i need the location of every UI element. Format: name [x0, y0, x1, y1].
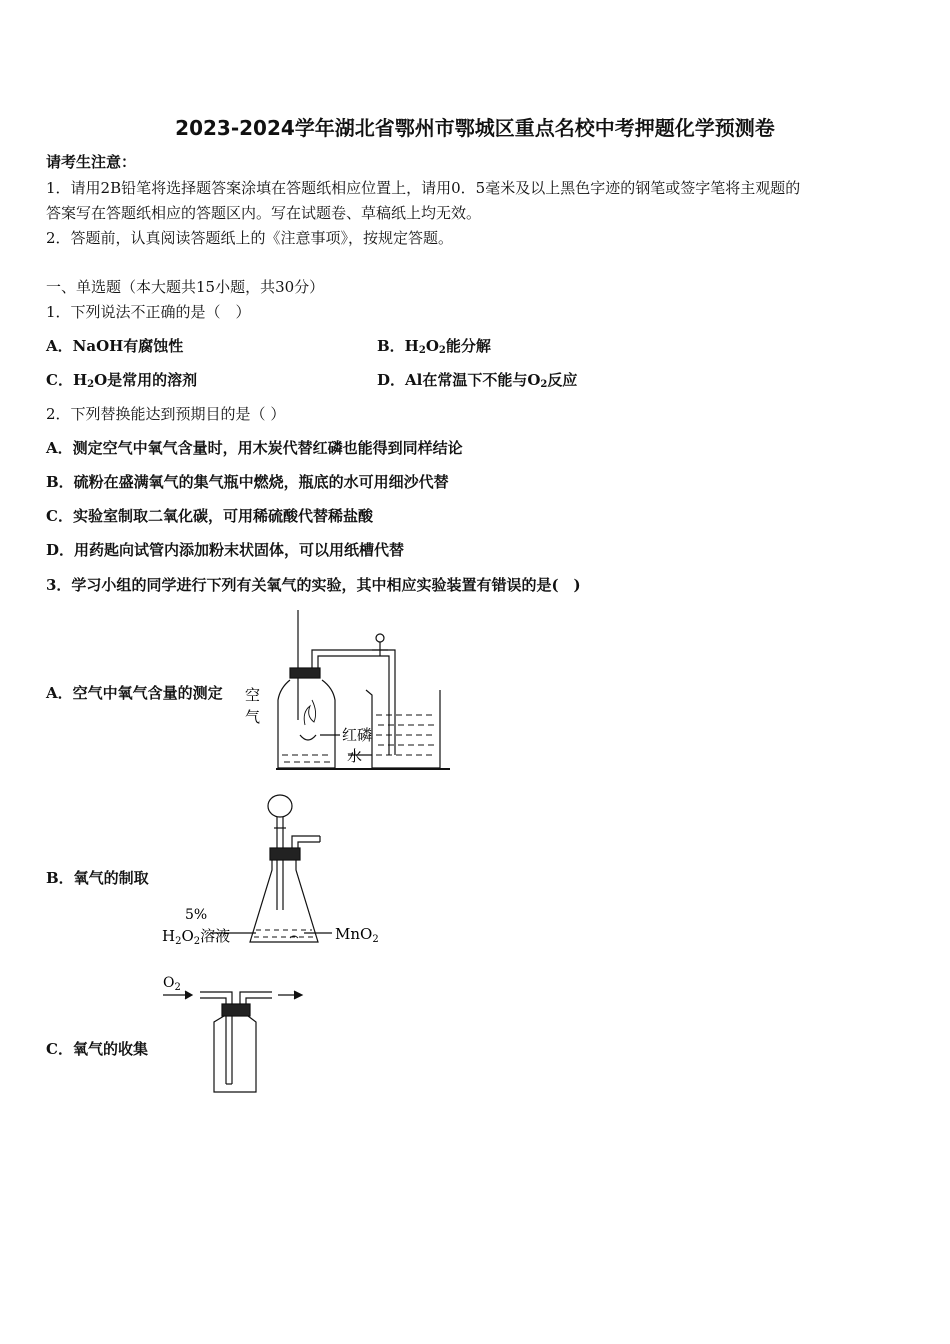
q3-option-a: A．空气中氧气含量的测定 [46, 684, 223, 702]
q2-option-b: B．硫粉在盛满氧气的集气瓶中燃烧，瓶底的水可用细沙代替 [46, 473, 449, 491]
fig-a-label-air-2: 气 [245, 708, 261, 726]
q2-stem: 2．下列替换能达到预期目的是（ ） [46, 405, 286, 423]
q2-option-c: C．实验室制取二氧化碳，可用稀硫酸代替稀盐酸 [46, 507, 373, 525]
section-heading: 一、单选题（本大题共15小题，共30分） [46, 278, 325, 296]
q1-option-a: A．NaOH有腐蚀性 [46, 337, 184, 355]
q1-option-d: D．Al在常温下不能与$O_2$反应 [377, 371, 578, 390]
q2-option-a: A．测定空气中氧气含量时，用木炭代替红磷也能得到同样结论 [46, 439, 463, 457]
fig-b-label-solution: $H_2O_2$溶液 [162, 927, 231, 947]
fig-c-label-oxygen: $O_2$ [163, 975, 181, 993]
figure-c-apparatus [160, 972, 310, 1100]
q3-stem: 3．学习小组的同学进行下列有关氧气的实验，其中相应实验装置有错误的是( ) [46, 576, 581, 594]
q1-option-b: B．$H_2O_2$能分解 [377, 337, 491, 356]
q1-stem: 1．下列说法不正确的是（ ） [46, 303, 251, 321]
fig-a-label-water: 水 [347, 747, 363, 765]
fig-b-label-concentration: 5% [185, 907, 208, 923]
notice-item-1-line-2: 答案写在答题纸相应的答题区内。写在试题卷、草稿纸上均无效。 [46, 204, 482, 222]
q3-option-b: B．氧气的制取 [46, 869, 149, 887]
page-title: 2023-2024学年湖北省鄂州市鄂城区重点名校中考押题化学预测卷 [175, 116, 775, 140]
figure-b-apparatus [160, 790, 380, 950]
q1-option-c: C．$H_2O$是常用的溶剂 [46, 371, 198, 390]
fig-a-label-air-1: 空 [245, 686, 261, 704]
fig-a-label-phosphorus: 红磷 [342, 726, 373, 744]
notice-item-2: 2．答题前，认真阅读答题纸上的《注意事项》，按规定答题。 [46, 229, 454, 247]
q3-option-c: C．氧气的收集 [46, 1040, 148, 1058]
notice-heading: 请考生注意： [46, 153, 137, 171]
fig-b-label-catalyst: MnO$_2$ [335, 925, 379, 945]
q2-option-d: D．用药匙向试管内添加粉末状固体，可以用纸槽代替 [46, 541, 405, 559]
notice-item-1-line-1: 1．请用2B铅笔将选择题答案涂填在答题纸相应位置上，请用0．5毫米及以上黑色字迹的钢笔或签字笔将主观题的 [46, 179, 801, 197]
figure-a-apparatus [240, 605, 455, 775]
